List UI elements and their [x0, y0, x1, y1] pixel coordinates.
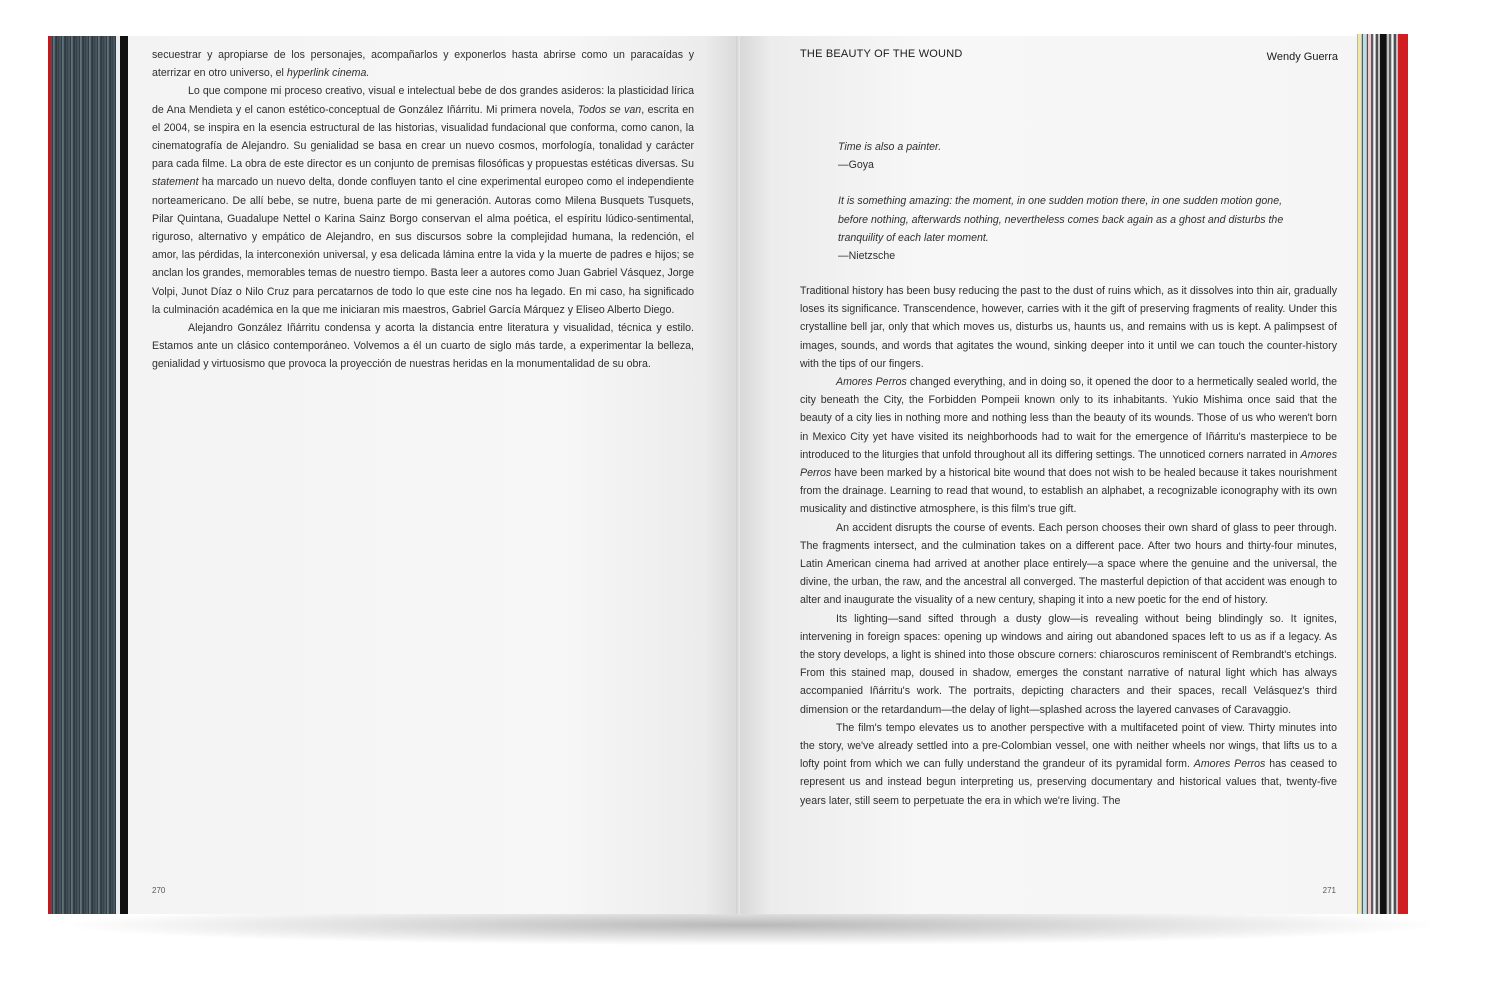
body-paragraph: Amores Perros changed everything, and in doing so, it opened the door to a hermetically sealed world, the city beneath the City, the Forbidden Pompeii known only to its inhabitants. Yukio Mishima once said that the beauty of a city lies in nothing more and nothing less than the beauty of its wounds. Those of us who weren't born in Mexico City yet have visited its neighborhoods had to wait for the emergence of Iñárritu's masterpiece to be introduced to the liturgies that unfold throughout all its differing settings. The unnoticed corners narrated in Amores Perros have been marked by a historical bite wound that does not wish to be healed because it takes nourishment from the drainage. Learning to read that wound, to establish an alphabet, a recognizable iconography with its own musicality and distinctive atmosphere, is this film's true gift.: [800, 376, 1337, 516]
body-paragraph: Its lighting—sand sifted through a dusty glow—is revealing without being blindingly so. It ignites, intervening in foreign spaces: opening up windows and airing out abandoned spaces left to us as if a legacy. As the story develops, a light is shined into those obscure corners: chiaroscuros reminiscent of Rembrandt's etchings. From this stained map, doused in shadow, emerges the constant narrative of natural light which has always accompanied Iñárritu's work. The portraits, depicting characters and their spaces, recall Velásquez's third dimension or the retardandum—the delay of light—splashed across the layered canvases of Caravaggio.: [800, 612, 1337, 716]
running-title: THE BEAUTY OF THE WOUND: [800, 48, 963, 60]
red-edge-stripe: [1398, 34, 1408, 914]
yellow-edge-stripe: [1358, 34, 1361, 914]
page-number: 270: [152, 886, 166, 895]
right-page: [740, 36, 1356, 914]
left-page-edges: [48, 36, 132, 914]
right-page-edges: [1356, 34, 1408, 914]
body-paragraph: An accident disrupts the course of events. Each person chooses their own shard of glass to peer through. The fragments intersect, and the culmination takes on a different pace. After two hours and thirty-four minutes, Latin American cinema had arrived at another place entirely—a space where the genuine and the universal, the divine, the urban, the raw, and the ancestral all converged. The masterful depiction of that accident was enough to alter and inaugurate the visuality of a new century, shaping it into a new poetic for the end of history.: [800, 521, 1337, 607]
epigraph-quote: Time is also a painter.: [838, 141, 942, 153]
body-paragraph: secuestrar y apropiarse de los personajes, acompañarlos y exponerlos hasta abrirse como un paracaídas y aterrizar en otro universo, el hyperlink cinema.: [152, 49, 694, 80]
black-edge-stripe: [1380, 34, 1386, 914]
body-paragraph: Traditional history has been busy reducing the past to the dust of ruins which, as it dissolves into thin air, gradually loses its significance. Transcendence, however, carries with it the gift of preserving fragments of reality. Under this crystalline bell jar, only that which moves us, disturbs us, haunts us, and remains with us is kept. A palimpsest of images, sounds, and words that agitates the wound, sinking deeper into it until we can touch the counter-history with the tips of our fingers.: [800, 285, 1337, 370]
page-number: 271: [1322, 886, 1336, 895]
body-paragraph: Lo que compone mi proceso creativo, visual e intelectual bebe de dos grandes asideros: la plasticidad lírica de Ana Mendieta y el canon estético-conceptual de González Iñárritu. Mi primera novela, Todos se van, escrita en el 2004, se inspira en la esencia estructural de las historias, visualidad fundacional que conforma, como canon, la cinematografía de Alejandro. Su genialidad se basa en crear un nuevo cosmos, morfología, tonalidad y carácter para cada filme. La obra de este director es un conjunto de premisas filosóficas y propuestas estéticas diversas. Su statement ha marcado un nuevo delta, donde confluyen tanto el cine experimental europeo como el independiente norteamericano. De allí bebe, se nutre, buena parte de mi generación. Autoras como Milena Busquets Tusquets, Pilar Quintana, Guadalupe Nettel o Karina Sainz Borgo conservan el alma poética, el espíritu lúdico-sentimental, riguroso, alternativo y empático de Alejandro, en sus discursos sobre la complejidad humana, la redención, el amor, las pérdidas, la interconexión universal, y esa delicada lámina entre la vida y la muerte de padres e hijos; se anclan los grandes, memorables temas de nuestro tiempo. Basta leer a autores como Juan Gabriel Vásquez, Jorge Volpi, Junot Díaz o Nilo Cruz para percatarnos de todo lo que este cine nos ha legado. En mi caso, ha significado la culminación académica en la que me iniciaran mis maestros, Gabriel García Márquez y Eliseo Alberto Diego.: [152, 85, 694, 316]
epigraph-attribution: —Goya: [838, 159, 874, 172]
red-edge-stripe: [48, 36, 51, 914]
running-author: Wendy Guerra: [1266, 51, 1338, 63]
body-paragraph: Alejandro González Iñárritu condensa y acorta la distancia entre literatura y visualidad, técnica y estilo. Estamos ante un clásico contemporáneo. Volvemos a él un cuarto de siglo más tarde, a experimentar la belleza, genialidad y virtuosismo que provoca la proyección de nuestras heridas en la monumentalidad de su obra.: [152, 322, 694, 371]
epigraph-quote: It is something amazing: the moment, in one sudden motion there, in one sudden motion gone, before nothing, afterwards nothing, nevertheless comes back again as a ghost and disturbs the tranquility of each later moment.: [838, 195, 1284, 244]
left-page-body: [152, 46, 694, 374]
pink-edge-stripe: [1368, 34, 1371, 914]
body-paragraph: The film's tempo elevates us to another perspective with a multifaceted point of view. Thirty minutes into the story, we've already settled into a pre-Colombian vessel, one with neither wheels nor wings, that lifts us to a lofty point from which we can fully understand the grandeur of its pyramidal form. Amores Perros has ceased to represent us and instead begun interpreting us, preserving documentary and historical values that, twenty-five years later, still seem to perpetuate the era in which we're living. The: [800, 721, 1337, 807]
epigraphs: [838, 138, 1308, 265]
epigraph-attribution: —Nietzsche: [838, 250, 896, 263]
cyan-edge-stripe: [1363, 34, 1366, 914]
left-page: [128, 36, 740, 914]
right-page-body: [800, 282, 1337, 810]
